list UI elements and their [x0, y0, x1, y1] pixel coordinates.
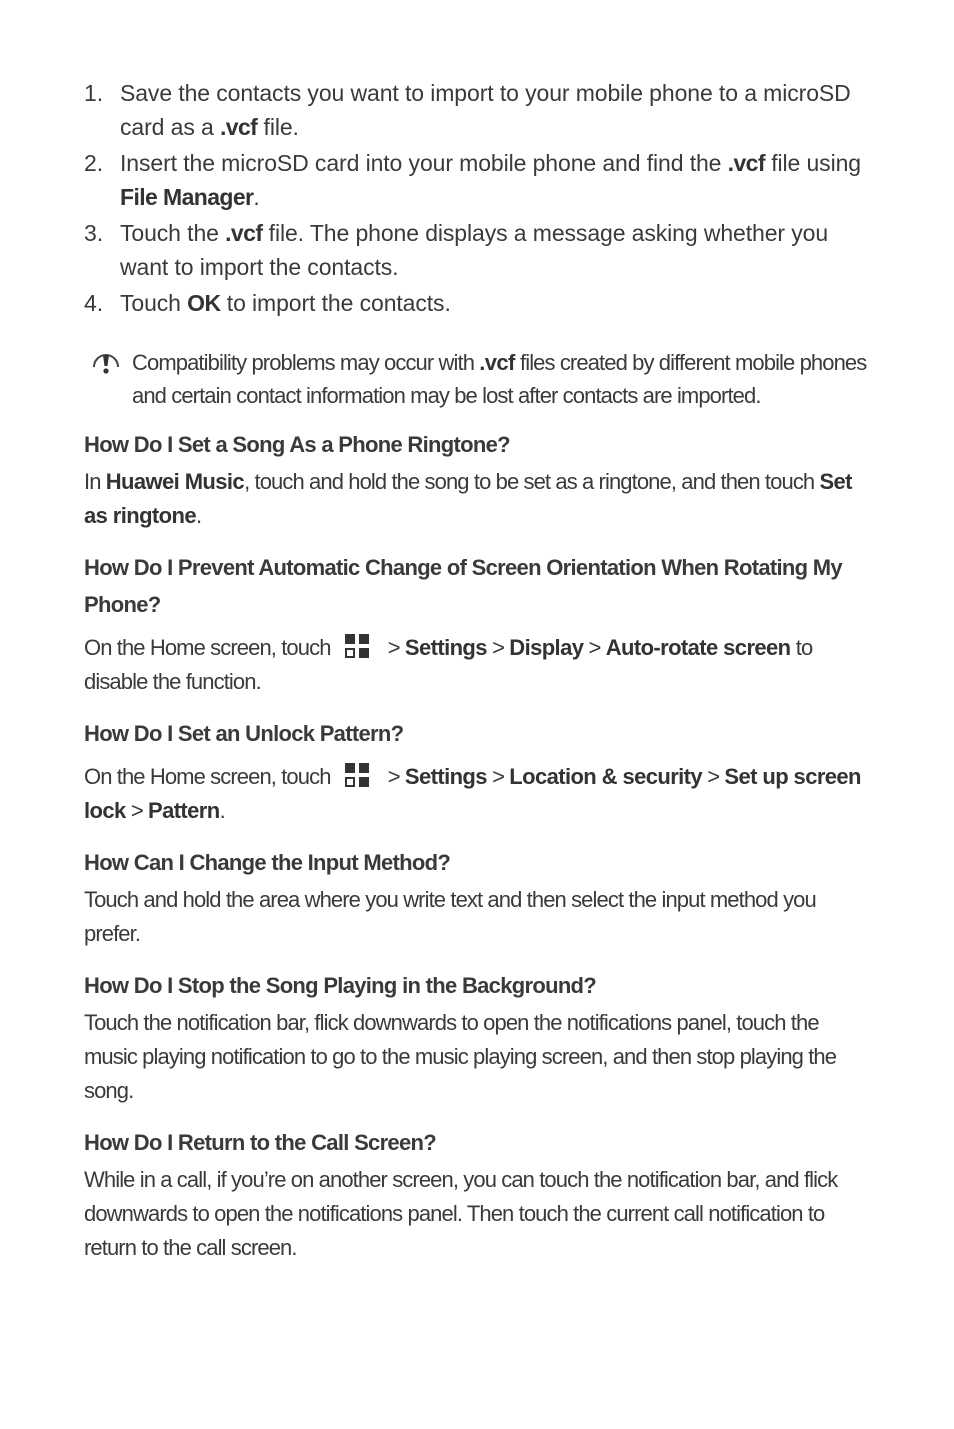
step-text: file using — [764, 150, 861, 176]
menu-item-name: Set up screen lock — [84, 764, 861, 823]
button-name: OK — [187, 290, 221, 316]
path-separator: > — [702, 764, 725, 789]
path-separator: > — [486, 635, 510, 660]
menu-item-name: Pattern — [148, 798, 220, 823]
step-text: file. The phone displays a message asking whether you want to import the contacts. — [120, 220, 829, 280]
body-text: to disable the function. — [84, 635, 813, 694]
body-text: . — [219, 798, 225, 823]
note-text: Compatibility problems may occur with — [132, 350, 480, 375]
compatibility-note — [84, 346, 874, 412]
menu-item-name: Settings — [404, 635, 487, 660]
list-item — [84, 146, 874, 214]
file-extension: .vcf — [225, 220, 263, 246]
app-drawer-icon — [343, 632, 371, 660]
step-number: 3. — [84, 220, 103, 246]
path-separator: > — [583, 635, 606, 660]
section-body-unlock — [84, 760, 874, 828]
menu-item-name: Location & security — [509, 764, 703, 789]
path-separator: > — [382, 635, 405, 660]
step-text: file. — [257, 114, 299, 140]
step-number: 2. — [84, 150, 103, 176]
app-name: File Manager — [120, 184, 254, 210]
section-body-call: While in a call, if you’re on another screen, you can touch the notification bar, and flick downwards to open the notifications panel. Then touch the current call notification to return to the call screen. — [84, 1167, 838, 1260]
body-text: , touch and hold the song to be set as a ringtone, and then touch — [244, 469, 820, 494]
list-item — [84, 286, 874, 320]
option-name: Set as ringtone — [84, 469, 852, 528]
document-page — [84, 76, 874, 1265]
body-text: On the Home screen, touch — [84, 764, 331, 789]
section-heading-input: How Can I Change the Input Method? — [84, 850, 451, 875]
body-text: In — [84, 469, 106, 494]
body-text: . — [195, 503, 202, 528]
step-text: Insert the microSD card into your mobile phone and find the — [120, 150, 728, 176]
section-heading-ringtone: How Do I Set a Song As a Phone Ringtone? — [84, 432, 510, 457]
step-number: 1. — [84, 80, 103, 106]
app-name: Huawei Music — [105, 469, 245, 494]
file-extension: .vcf — [479, 350, 515, 375]
step-text: Touch the — [120, 220, 226, 246]
menu-item-name: Settings — [404, 764, 487, 789]
section-heading-rotation: How Do I Prevent Automatic Change of Screen Orientation When Rotating My Phone? — [84, 555, 842, 617]
note-text: files created by different mobile phones and certain contact information may be lost after contacts are imported. — [132, 350, 867, 408]
path-separator: > — [382, 764, 405, 789]
path-separator: > — [125, 798, 148, 823]
step-text: Save the contacts you want to import to your mobile phone to a microSD card as a — [120, 80, 851, 140]
section-heading-stop: How Do I Stop the Song Playing in the Background? — [84, 973, 597, 998]
body-text: On the Home screen, touch — [84, 635, 331, 660]
menu-item-name: Auto-rotate screen — [605, 635, 791, 660]
section-body-ringtone — [84, 465, 874, 533]
import-steps-list — [84, 76, 874, 320]
step-text: to import the contacts. — [220, 290, 451, 316]
section-body-stop: Touch the notification bar, flick downwards to open the notifications panel, touch the music playing notification to go to the music playing screen, and then stop playing the song. — [84, 1010, 837, 1103]
path-separator: > — [486, 764, 510, 789]
section-body-input: Touch and hold the area where you write text and then select the input method you prefer. — [84, 887, 816, 946]
section-heading-unlock: How Do I Set an Unlock Pattern? — [84, 721, 404, 746]
list-item — [84, 76, 874, 144]
step-number: 4. — [84, 290, 103, 316]
menu-item-name: Display — [509, 635, 584, 660]
caution-icon — [90, 349, 122, 377]
step-text: . — [253, 184, 260, 210]
file-extension: .vcf — [220, 114, 258, 140]
section-body-rotation — [84, 631, 874, 699]
app-drawer-icon — [343, 761, 371, 789]
file-extension: .vcf — [727, 150, 765, 176]
step-text: Touch — [120, 290, 188, 316]
section-heading-call: How Do I Return to the Call Screen? — [84, 1130, 436, 1155]
list-item — [84, 216, 874, 284]
